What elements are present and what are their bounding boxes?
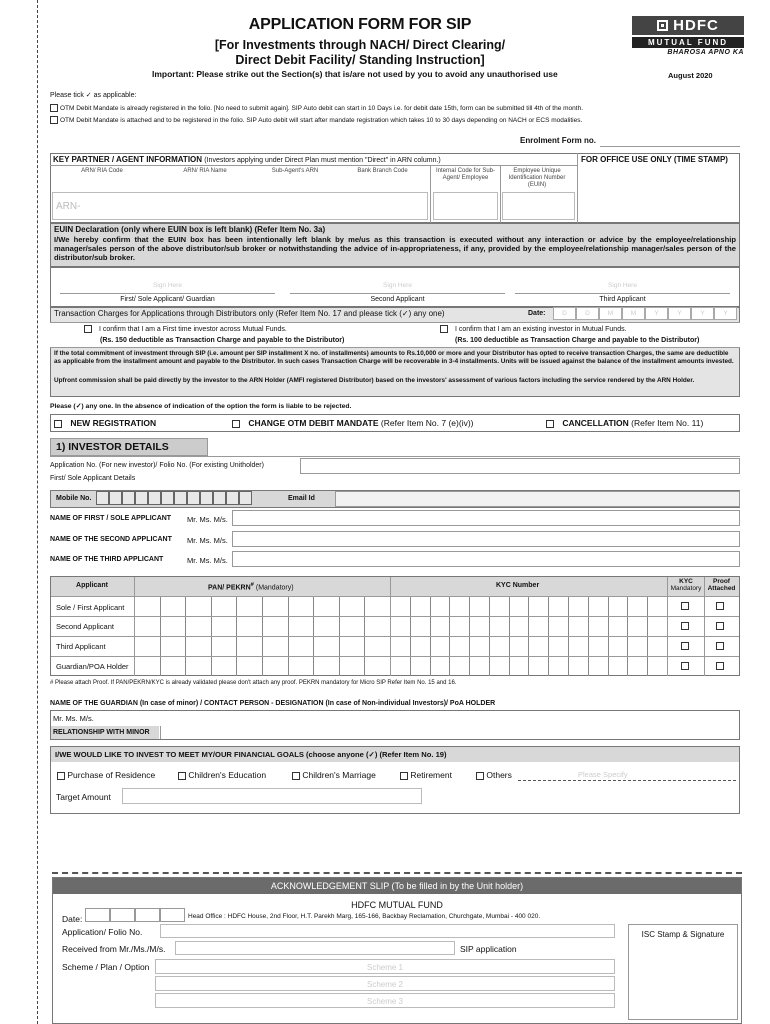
- charges-note-2: Upfront commission shall be paid directly by the investor to the ARN Holder (AMFI registered Distributor) based on the investors' assessment of various factors including the service rendered by the ARN Holder.: [54, 377, 695, 384]
- ack-date-label: Date:: [62, 914, 83, 924]
- cut-here-line: [52, 872, 742, 874]
- scheme-3-input[interactable]: Scheme 3: [155, 993, 615, 1008]
- col-kyc-number: KYC Number: [496, 582, 540, 589]
- proof-checkbox[interactable]: [716, 662, 724, 670]
- ack-folio-label: Application/ Folio No.: [62, 927, 143, 937]
- table-row-label: Second Applicant: [56, 622, 114, 631]
- guardian-heading: NAME OF THE GUARDIAN (In case of minor) / CONTACT PERSON - DESIGNATION (In case of Non-individual Investors)/ PoA HOLDER: [50, 700, 496, 707]
- first-time-sub: (Rs. 150 deductible as Transaction Charge and payable to the Distributor): [100, 337, 345, 344]
- table-row-label: Sole / First Applicant: [56, 603, 125, 612]
- goal-residence[interactable]: Purchase of Residence: [57, 770, 155, 780]
- new-registration-checkbox[interactable]: [54, 420, 62, 428]
- tick-option-2: OTM Debit Mandate is attached and to be registered in the folio. SIP Auto debit will start after mandate registration which takes 10 to 30 days depending on NACH or ECS modalities.: [50, 116, 750, 124]
- goals-heading: I/WE WOULD LIKE TO INVEST TO MEET MY/OUR FINANCIAL GOALS (choose anyone (✓) (Refer Item No. 19): [55, 750, 447, 759]
- investor-details-heading: 1) INVESTOR DETAILS: [50, 438, 208, 456]
- goal-marriage[interactable]: Children's Marriage: [292, 770, 376, 780]
- table-row-label: Third Applicant: [56, 642, 106, 651]
- goal-education-checkbox[interactable]: [178, 772, 186, 780]
- important-note: Important: Please strike out the Section(s) that is/are not used by you to avoid any unauthorised use: [152, 69, 558, 79]
- sign-label-third: Third Applicant: [599, 296, 646, 303]
- euin-heading: EUIN Declaration (only where EUIN box is left blank) (Refer Item No. 3a): [54, 225, 326, 234]
- col-applicant: Applicant: [76, 582, 108, 589]
- ack-folio-input[interactable]: [160, 924, 615, 938]
- change-mandate-option[interactable]: CHANGE OTM DEBIT MANDATE (Refer Item No. 7 (e)(iv)): [232, 418, 474, 428]
- first-time-option: I confirm that I am a First time investor across Mutual Funds.: [84, 325, 287, 333]
- col-proof: Proof Attached: [707, 578, 736, 592]
- ack-received-input[interactable]: [175, 941, 455, 955]
- second-name-titles: Mr. Ms. M/s.: [187, 536, 228, 545]
- application-no-input[interactable]: [300, 458, 740, 474]
- third-applicant-signature[interactable]: [515, 279, 730, 293]
- relationship-input[interactable]: [160, 726, 739, 739]
- change-mandate-checkbox[interactable]: [232, 420, 240, 428]
- charges-date-input[interactable]: D D M M Y Y Y Y: [553, 307, 737, 320]
- charges-date-label: Date:: [528, 310, 546, 317]
- first-name-titles: Mr. Ms. M/s.: [187, 515, 228, 524]
- first-time-checkbox[interactable]: [84, 325, 92, 333]
- proof-checkbox[interactable]: [716, 622, 724, 630]
- form-subtitle-1: [For Investments through NACH/ Direct Clearing/: [214, 38, 506, 52]
- logo-mark-icon: [657, 20, 668, 31]
- third-name-label: NAME OF THE THIRD APPLICANT: [50, 556, 164, 563]
- first-applicant-name-input[interactable]: [232, 510, 740, 526]
- proof-checkbox[interactable]: [716, 642, 724, 650]
- scheme-2-input[interactable]: Scheme 2: [155, 976, 615, 991]
- goal-others-checkbox[interactable]: [476, 772, 484, 780]
- goal-retirement[interactable]: Retirement: [400, 770, 452, 780]
- ack-heading: ACKNOWLEDGEMENT SLIP (To be filled in by the Unit holder): [53, 878, 741, 894]
- sign-label-second: Second Applicant: [370, 296, 425, 303]
- kyc-number-input-4[interactable]: [391, 657, 667, 676]
- proof-checkbox[interactable]: [716, 602, 724, 610]
- option-prompt: Please (✓) any one. In the absence of indication of the option the form is liable to be rejected.: [50, 403, 352, 410]
- isc-stamp-label: ISC Stamp & Signature: [641, 930, 725, 939]
- cut-line: [37, 0, 38, 1024]
- arn-code-input[interactable]: ARN-: [52, 192, 428, 220]
- mobile-label: Mobile No.: [56, 495, 92, 502]
- table-row-label: Guardian/POA Holder: [56, 662, 129, 671]
- existing-investor-checkbox[interactable]: [440, 325, 448, 333]
- pan-input-2[interactable]: [135, 617, 390, 636]
- pan-input-1[interactable]: [135, 597, 390, 616]
- internal-code-input[interactable]: [433, 192, 498, 220]
- kyc-checkbox[interactable]: [681, 622, 689, 630]
- kyc-number-input-3[interactable]: [391, 637, 667, 656]
- target-amount-input[interactable]: [122, 788, 422, 804]
- relationship-label: RELATIONSHIP WITH MINOR: [53, 729, 150, 736]
- otm-registered-checkbox[interactable]: [50, 104, 58, 112]
- col-bank-branch: Bank Branch Code: [357, 168, 408, 174]
- kyc-number-input-1[interactable]: [391, 597, 667, 616]
- scheme-1-input[interactable]: Scheme 1: [155, 959, 615, 974]
- col-pan: PAN/ PEKRN# (Mandatory): [208, 582, 294, 592]
- enrolment-label: Enrolment Form no.: [520, 136, 596, 145]
- col-arn-code: ARN/ RIA Code: [81, 168, 123, 174]
- tick-option-1: OTM Debit Mandate is already registered in the folio. [No need to submit again]. SIP Auto debit can start in 10 Days i.e. for debit date 15th, form can be submitted till 4th of the month.: [50, 104, 750, 112]
- kyc-number-input-2[interactable]: [391, 617, 667, 636]
- goal-others[interactable]: Others: [476, 770, 512, 780]
- form-title: APPLICATION FORM FOR SIP: [248, 16, 472, 33]
- ack-received-label: Received from Mr./Ms./M/s.: [62, 944, 166, 954]
- target-amount-label: Target Amount: [56, 792, 111, 802]
- guardian-titles: Mr. Ms. M/s.: [53, 714, 94, 723]
- goal-retirement-checkbox[interactable]: [400, 772, 408, 780]
- mobile-input[interactable]: [96, 491, 252, 505]
- charges-heading: Transaction Charges for Applications through Distributors only (Refer Item No. 17 and please tick (✓) any one): [54, 309, 445, 318]
- pan-input-3[interactable]: [135, 637, 390, 656]
- goal-residence-checkbox[interactable]: [57, 772, 65, 780]
- euin-input[interactable]: [502, 192, 575, 220]
- kyc-checkbox[interactable]: [681, 602, 689, 610]
- pan-input-4[interactable]: [135, 657, 390, 676]
- partner-heading: KEY PARTNER / AGENT INFORMATION (Investors applying under Direct Plan must mention "Direct" in ARN column.): [53, 155, 441, 164]
- hdfc-logo: HDFC MUTUAL FUND BHAROSA APNO KA: [632, 16, 744, 62]
- second-name-label: NAME OF THE SECOND APPLICANT: [50, 536, 172, 543]
- goal-education[interactable]: Children's Education: [178, 770, 266, 780]
- first-applicant-signature[interactable]: [60, 279, 275, 293]
- third-applicant-name-input[interactable]: [232, 551, 740, 567]
- existing-sub: (Rs. 100 deductible as Transaction Charge and payable to the Distributor): [455, 337, 700, 344]
- others-specify-input[interactable]: Please Specify: [518, 770, 736, 781]
- first-name-label: NAME OF FIRST / SOLE APPLICANT: [50, 515, 172, 522]
- guardian-name-input[interactable]: [100, 711, 739, 724]
- office-use-label: FOR OFFICE USE ONLY (TIME STAMP): [581, 155, 728, 164]
- ack-date-input[interactable]: [85, 908, 185, 922]
- otm-attached-checkbox[interactable]: [50, 116, 58, 124]
- col-kyc-mandatory: KYC Mandatory: [670, 578, 702, 592]
- col-subagent: Sub-Agent's ARN: [271, 168, 319, 174]
- kyc-checkbox[interactable]: [681, 642, 689, 650]
- kyc-checkbox[interactable]: [681, 662, 689, 670]
- second-applicant-signature[interactable]: [290, 279, 505, 293]
- kyc-footnote: # Please attach Proof. If PAN/PEKRN/KYC is already validated please don't attach any proof. PEKRN mandatory for Micro SIP Refer Item No. 15 and 16.: [50, 680, 457, 686]
- goal-marriage-checkbox[interactable]: [292, 772, 300, 780]
- ack-scheme-label: Scheme / Plan / Option: [62, 962, 150, 972]
- cancellation-option[interactable]: CANCELLATION (Refer Item No. 11): [546, 418, 703, 428]
- third-name-titles: Mr. Ms. M/s.: [187, 556, 228, 565]
- form-date: August 2020: [668, 71, 713, 80]
- col-internal-code: Internal Code for Sub-Agent/ Employee: [435, 168, 496, 181]
- first-applicant-details: First/ Sole Applicant Details: [50, 475, 136, 482]
- sign-label-first: First/ Sole Applicant/ Guardian: [120, 296, 215, 303]
- euin-text: I/We hereby confirm that the EUIN box has been intentionally left blank by me/us as this transaction is executed without any interaction or advice by the employee/relationship manager/sales person of the above distributor/sub broker or notwithstanding the advice of in-appropriateness, if any, provided by the employee/relationship manager/sales person of the distributor/sub broker.: [54, 235, 736, 262]
- ack-sip-label: SIP application: [460, 944, 517, 954]
- charges-note-1: If the total commitment of investment through SIP (i.e. amount per SIP installment X no. of installments) amounts to Rs.10,000 or more and your Distributor has opted to receive transaction Charges, the same are deductible as applicable from the installment amount and payable to the Distributor. In such cases Transaction Charge will be recoverable in 3-4 installments. Units will be issued against the balance of the installment amounts invested.: [54, 350, 734, 365]
- tick-prompt: Please tick ✓ as applicable:: [50, 92, 137, 99]
- email-input[interactable]: [335, 491, 740, 507]
- cancellation-checkbox[interactable]: [546, 420, 554, 428]
- ack-address: Head Office : HDFC House, 2nd Floor, H.T. Parekh Marg, 165-166, Backbay Reclamation, Churchgate, Mumbai - 400 020.: [188, 913, 541, 920]
- application-no-label: Application No. (For new investor)/ Folio No. (For existing Unitholder): [50, 462, 264, 469]
- col-arn-name: ARN/ RIA Name: [183, 168, 227, 174]
- email-label: Email Id: [288, 495, 315, 502]
- form-subtitle-2: Direct Debit Facility/ Standing Instruction]: [235, 53, 485, 67]
- new-registration-option[interactable]: NEW REGISTRATION: [54, 418, 156, 428]
- existing-option: I confirm that I am an existing investor in Mutual Funds.: [440, 325, 627, 333]
- second-applicant-name-input[interactable]: [232, 531, 740, 547]
- ack-fund-name: HDFC MUTUAL FUND: [351, 900, 443, 910]
- col-euin: Employee Unique Identification Number (EUIN): [508, 168, 566, 188]
